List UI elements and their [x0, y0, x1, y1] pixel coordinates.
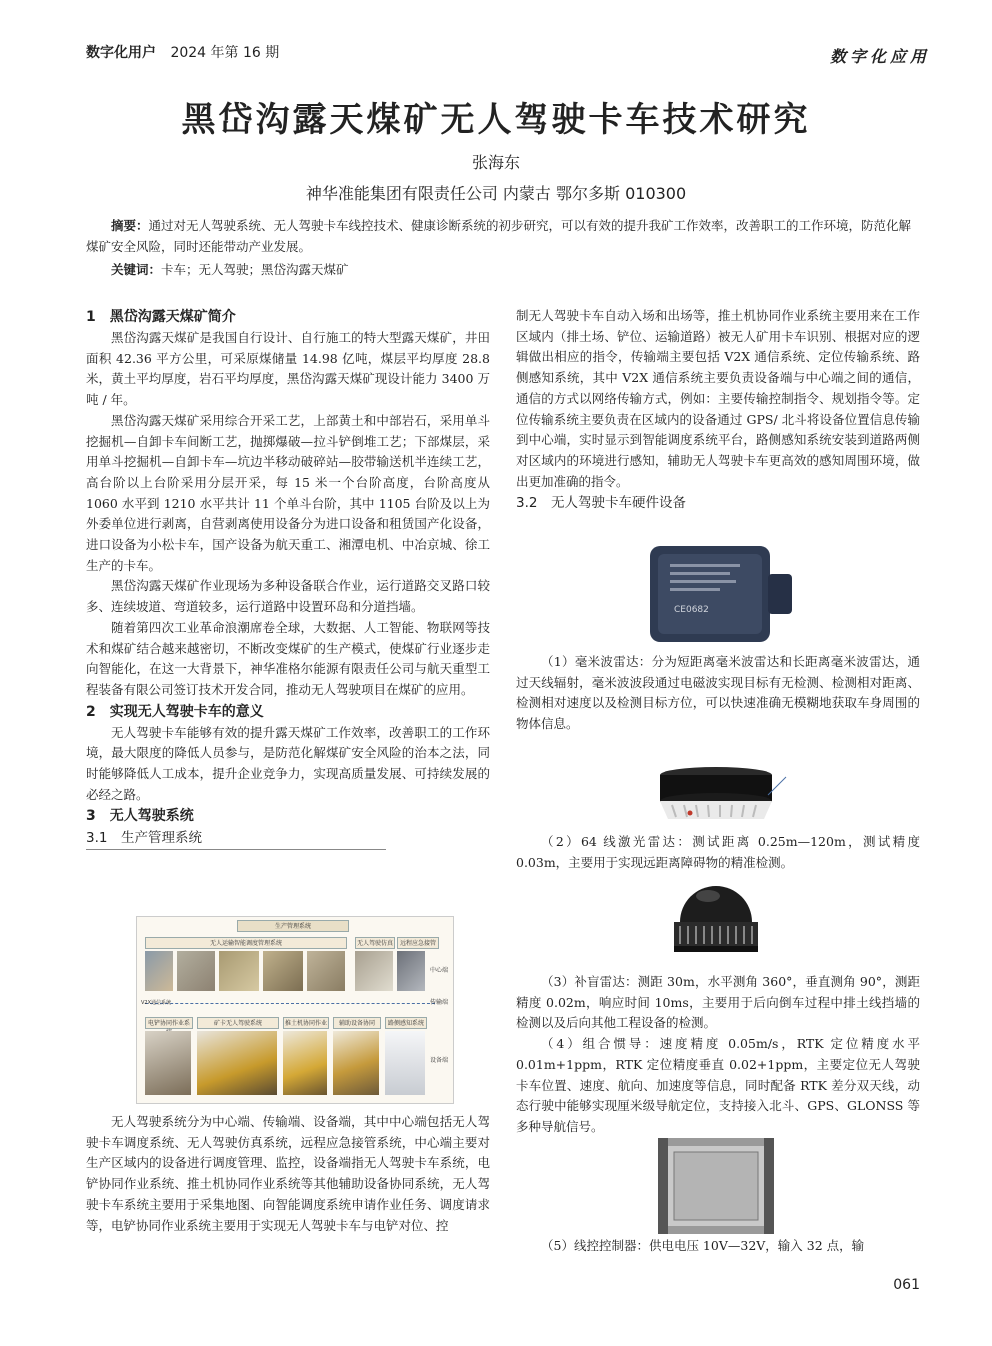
paragraph: 随着第四次工业革命浪潮席卷全球，大数据、人工智能、物联网等技术和煤矿结合越来越密切，不断改变煤矿的生产模式，使煤矿行业逐步走向智能化，在这一大背景下，神华准格尔能源有限责任公司与航天重型工程装备有限公司签订技术开发合同，推动无人驾驶项目在煤矿的应用。 [86, 619, 490, 697]
mmwave-radar-image [640, 540, 798, 648]
sim-image [355, 951, 393, 991]
blind-spot-radar-image [666, 878, 766, 960]
diagram-device-3: 推土机协同作业 [283, 1017, 329, 1029]
keywords-text: 卡车；无人驾驶；黑岱沟露天煤矿 [161, 262, 349, 277]
abstract-label: 摘要： [111, 218, 149, 233]
diagram-side-2: 远程应急接管 [397, 937, 439, 949]
lidar-image [650, 765, 790, 827]
mmwave-radar-drawing [640, 540, 798, 648]
mine-image [263, 951, 303, 991]
blind-spot-radar-drawing [666, 878, 766, 960]
paragraph: 黑岱沟露天煤矿是我国自行设计、自行施工的特大型露天煤矿，井田面积 42.36 平方公里，可采原煤储量 14.98 亿吨，煤层平均厚度 28.8 米，黄土平均厚度，岩石平均厚度，黑岱沟露天煤矿现设计能力 3400 万吨 / 年。 [86, 330, 490, 408]
diagram-device-2: 矿卡无人驾驶系统 [197, 1017, 279, 1029]
mine-image [307, 951, 345, 991]
journal-name: 数字化用户 [86, 45, 156, 61]
diagram-center-end: 中心端 [429, 967, 448, 974]
paragraph: （5）线控控制器：供电电压 10V—32V，输入 32 点，输 [541, 1238, 865, 1253]
diagram-v2x: V2X通信系统 [140, 1000, 172, 1006]
inertial-nav-image [658, 1138, 774, 1234]
subsection-3-2-heading: 3.2 无人驾驶卡车硬件设备 [516, 495, 686, 512]
diagram-center-label: 无人运输智能调度管理系统 [145, 937, 347, 949]
paragraph: 黑岱沟露天煤矿采用综合开采工艺，上部黄土和中部岩石，采用单斗挖掘机—自卸卡车间断工艺，抛掷爆破—拉斗铲倒堆工艺；下部煤层，采用单斗挖掘机—自卸卡车—坑边半移动破碎站—胶带输送机半连续工艺，高台阶以上台阶采用分层开采，每 15 米一个台阶高度，台阶高度从 1060 水平到 1210 水平共计 11 个单斗台阶，其中 1105 台阶及以上为外委单位进行剥离，自营剥离使用设备分为进口设备和租赁国产化设备，进口设备为小松卡车，国产设备为航天重工、湘潭电机、中冶京城、徐工生产的卡车。 [86, 412, 490, 573]
page-number: 061 [893, 1277, 920, 1293]
diagram-device-4: 辅助设备协同 [333, 1017, 381, 1029]
section-name: 数字化应用 [829, 47, 930, 66]
map-image [177, 951, 215, 991]
hardware-item-1 [516, 652, 920, 735]
journal-issue: 2024 年第 16 期 [170, 45, 280, 61]
affiliation: 神华准能集团有限责任公司 内蒙古 鄂尔多斯 010300 [305, 184, 687, 203]
abstract-text: 通过对无人驾驶系统、无人驾驶卡车线控技术、健康诊断系统的初步研究，可以有效的提升我矿工作效率，改善职工的工作环境，防范化解煤矿安全风险，同时还能带动产业发展。 [86, 218, 912, 254]
hardware-items-3-4 [516, 972, 920, 1138]
hardware-item-2 [516, 832, 920, 873]
paragraph: 黑岱沟露天煤矿作业现场为多种设备联合作业，运行道路交叉路口较多、连续坡道、弯道较多，运行道路中设置环岛和分道挡墙。 [86, 578, 490, 615]
shovel-image [145, 1031, 191, 1095]
inertial-nav-drawing [658, 1138, 774, 1234]
paragraph: （3）补盲雷达：测距 30m，水平测角 360°，垂直测角 90°，测距精度 0.02m，响应时间 10ms，主要用于后向倒车过程中排土线挡墙的检测以及后向其他工程设备的检测。 [516, 974, 920, 1031]
paragraph: （4）组合惯导：速度精度 0.05m/s，RTK 定位精度水平 0.01m+1ppm，RTK 定位精度垂直 0.02+1ppm，主要定位无人驾驶卡车位置、速度、航向、加速度等信息，同时配备 RTK 差分双天线，动态行驶中能够实现厘米级导航定位，支持接入北斗、GPS、GLONSS 等多种导航信号。 [516, 1036, 920, 1134]
keywords [86, 259, 916, 280]
journal-header [86, 42, 279, 62]
paper-title: 黑岱沟露天煤矿无人驾驶卡车技术研究 [181, 100, 811, 140]
left-column [86, 306, 490, 850]
bulldozer-image [283, 1031, 327, 1095]
control-seat-image [397, 951, 425, 991]
transport-line [145, 1003, 435, 1004]
system-diagram [136, 916, 454, 1104]
section-3-heading: 3 无人驾驶系统 [86, 808, 194, 825]
lidar-drawing [650, 765, 790, 827]
diagram-side-1: 无人驾驶仿真 [355, 937, 395, 949]
subsection-3-1-heading: 3.1 生产管理系统 [86, 827, 490, 850]
abstract [86, 215, 916, 257]
diagram-device-end: 设备端 [429, 1057, 448, 1064]
diagram-device-5: 路侧感知系统 [385, 1017, 427, 1029]
diagram-transport: 传输端 [429, 999, 448, 1006]
section-1-heading: 1 黑岱沟露天煤矿简介 [86, 309, 236, 325]
diagram-device-1: 电铲协同作业系 [145, 1017, 193, 1029]
truck-image [219, 951, 259, 991]
paragraph: 无人驾驶系统分为中心端、传输端、设备端，其中中心端包括无人驾驶卡车调度系统、无人驾驶仿真系统，远程应急接管系统，中心端主要对生产区域内的设备进行调度管理、监控，设备端指无人驾驶卡车系统，电铲协同作业系统、推土机协同作业系统等其他辅助设备协同系统，无人驾驶卡车系统主要用于采集地图、向智能调度系统申请作业任务、调度请求等，电铲协同作业系统主要用于实现无人驾驶卡车与电铲对位、控 [86, 1114, 490, 1233]
author: 张海东 [471, 153, 520, 172]
paragraph: （2）64 线激光雷达：测试距离 0.25m—120m，测试精度 0.03m，主要用于实现远距离障碍物的精准检测。 [516, 834, 920, 870]
hardware-item-5 [516, 1236, 920, 1257]
paragraph: 无人驾驶卡车能够有效的提升露天煤矿工作效率，改善职工的工作环境，最大限度的降低人员参与，是防范化解煤矿安全风险的治本之法，同时能够降低人工成本，提升企业竞争力，实现高质量发展、可持续发展的必经之路。 [86, 724, 490, 802]
paragraph: 制无人驾驶卡车自动入场和出场等，推土机协同作业系统主要用来在工作区域内（排土场、铲位、运输道路）被无人矿用卡车识别、根据对应的逻辑做出相应的指令，传输端主要包括 V2X 通信系统、定位传输系统、路侧感知系统，其中 V2X 通信系统主要负责设备端与中心端之间的通信，通信的方式以网络传输方式，例如：主要传输控制指令、规划指令等。定位传输系统主要负责在区域内的设备通过 GPS/ 北斗将设备位置信息传输到中心端，实时显示到智能调度系统平台，路侧感知系统安装到道路两侧对区域内的环境进行感知，辅助无人驾驶卡车更高效的感知周围环境，做出更加准确的指令。 [516, 308, 920, 489]
right-column-top [516, 306, 920, 514]
radar-label: CE0682 [674, 605, 709, 615]
paragraph: （1）毫米波雷达：分为短距离毫米波雷达和长距离毫米波雷达，通过天线辐射，毫米波波段通过电磁波实现目标有无检测、检测相对距离、检测相对速度以及检测目标方位，可以快速准确无模糊地获取车身周围的物体信息。 [516, 654, 920, 732]
left-column-bottom [86, 1112, 490, 1236]
diagram-top-label: 生产管理系统 [237, 920, 349, 932]
truck-image [197, 1031, 277, 1095]
section-2-heading: 2 实现无人驾驶卡车的意义 [86, 703, 264, 720]
map-image [145, 951, 173, 991]
keywords-label: 关键词： [111, 262, 162, 277]
roadside-pole-image [385, 1031, 425, 1095]
aux-vehicle-image [333, 1031, 379, 1095]
